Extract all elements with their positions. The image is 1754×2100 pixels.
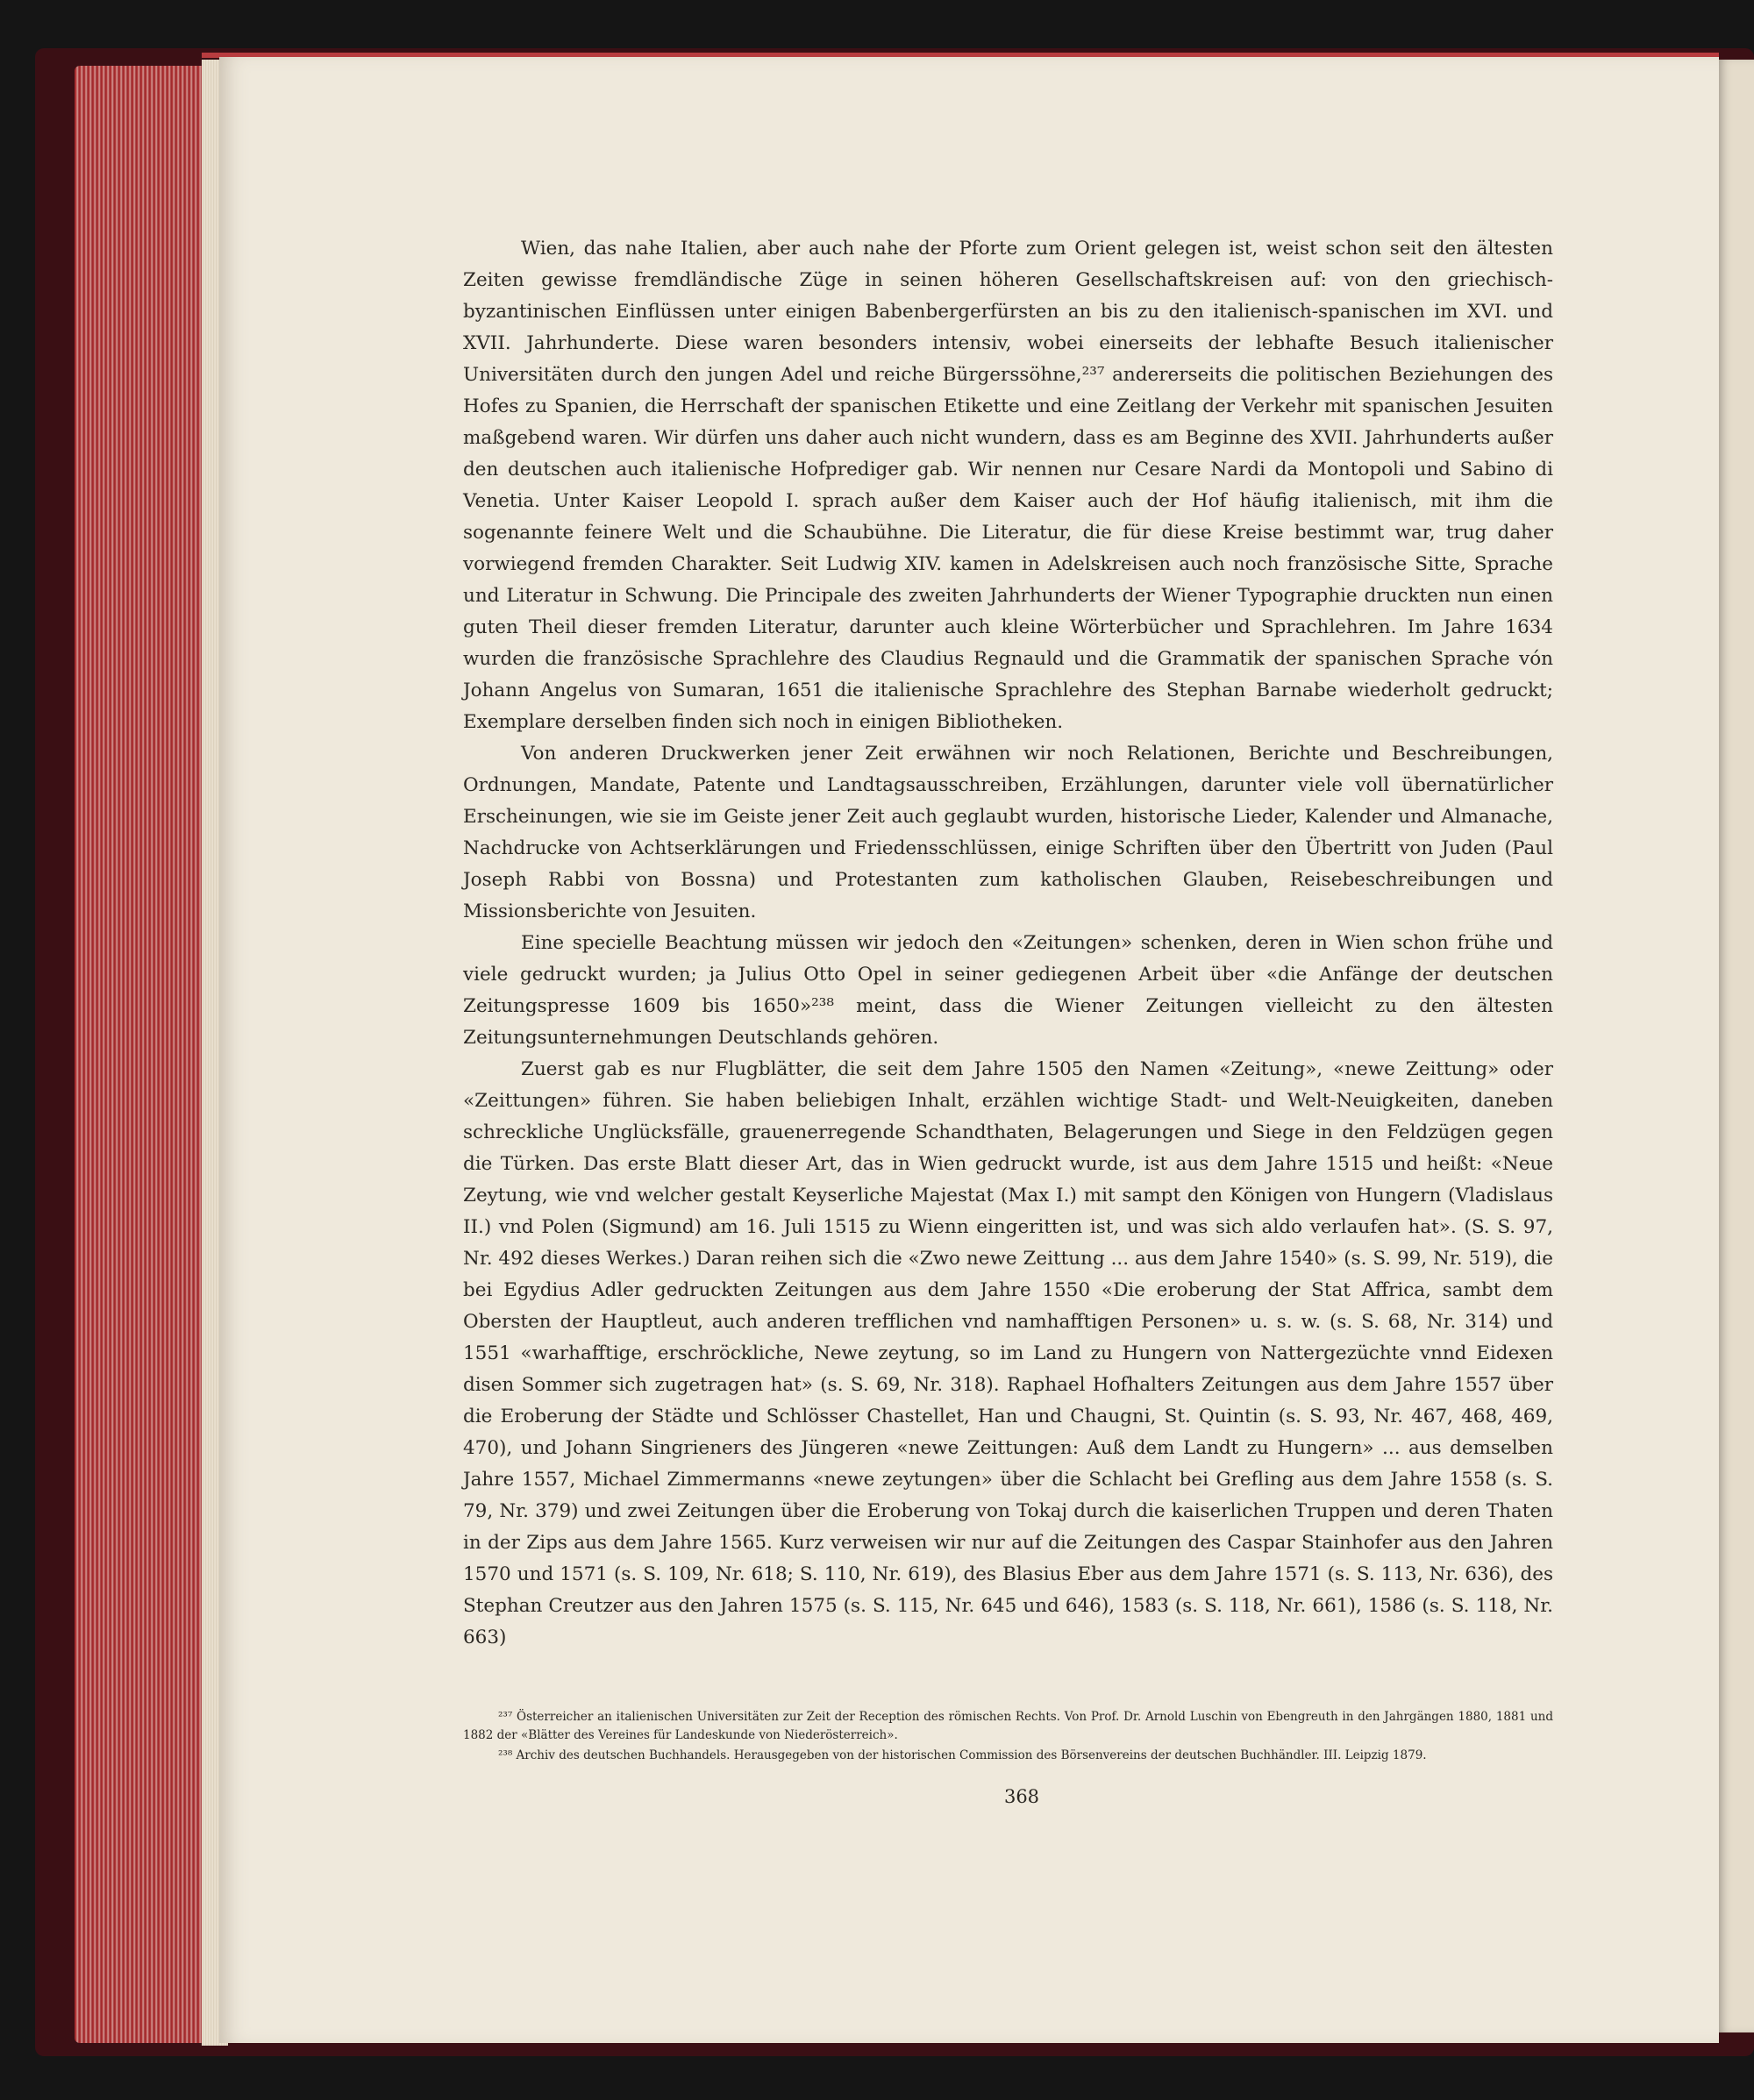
body-text xyxy=(463,233,1553,1654)
page-number: 368 xyxy=(1003,1786,1040,1807)
paragraph: Eine specielle Beachtung müssen wir jedoch den «Zeitungen» schenken, deren in Wien schon frühe und viele gedruckt wurden; ja Julius Otto Opel in seiner gediegenen Arbeit über «die Anfänge der deutschen Zeitungspresse 1609 bis 1650»²³⁸ meint, dass die Wiener Zeitungen vielleicht zu den ältesten Zeitungsunternehmungen Deutschlands gehören. xyxy=(463,932,1553,1049)
footnote: ²³⁷ Österreicher an italienischen Universitäten zur Zeit der Reception des römischen Rechts. Von Prof. Dr. Arnold Luschin von Ebengreuth in den Jahrgängen 1880, 1881 und 1882 der «Blätter des Vereines für Landeskunde von Niederösterreich». xyxy=(463,1710,1553,1742)
paragraph: Von anderen Druckwerken jener Zeit erwähnen wir noch Relationen, Berichte und Beschreibungen, Ordnungen, Mandate, Patente und Landtagsausschreiben, Erzählungen, darunter viele voll übernatürlicher Erscheinungen, wie sie im Geiste jener Zeit auch geglaubt wurden, historische Lieder, Kalender und Almanache, Nachdrucke von Achtserklärungen und Friedensschlüssen, einige Schriften über den Übertritt von Juden (Paul Joseph Rabbi von Bossna) und Protestanten zum katholischen Glauben, Reisebeschreibungen und Missionsberichte von Jesuiten. xyxy=(463,743,1553,922)
footnote: ²³⁸ Archiv des deutschen Buchhandels. Herausgegeben von der historischen Commission des Börsenvereins der deutschen Buchhändler. III. Leipzig 1879. xyxy=(498,1748,1427,1762)
next-page-edge xyxy=(1717,60,1754,2032)
paragraph: Wien, das nahe Italien, aber auch nahe der Pforte zum Orient gelegen ist, weist schon seit den ältesten Zeiten gewisse fremdländische Züge in seinen höheren Gesellschaftskreisen auf: von den griechisch-byzantinischen Einflüssen unter einigen Babenbergerfürsten an bis zu den italienisch-spanischen im XVI. und XVII. Jahrhunderte. Diese waren besonders intensiv, wobei einerseits der lebhafte Besuch italienischer Universitäten durch den jungen Adel und reiche Bürgerssöhne,²³⁷ andererseits die politischen Beziehungen des Hofes zu Spanien, die Herrschaft der spanischen Etikette und eine Zeitlang der Verkehr mit spanischen Jesuiten maßgebend waren. Wir dürfen uns daher auch nicht wundern, dass es am Beginne des XVII. Jahrhunderts außer den deutschen auch italienische Hofprediger gab. Wir nennen nur Cesare Nardi da Montopoli und Sabino di Venetia. Unter Kaiser Leopold I. sprach außer dem Kaiser auch der Hof häufig italienisch, mit ihm die sogenannte feinere Welt und die Schaubühne. Die Literatur, die für diese Kreise bestimmt war, trug daher vorwiegend fremden Charakter. Seit Ludwig XIV. kamen in Adelskreisen auch noch französische Sitte, Sprache und Literatur in Schwung. Die Principale des zweiten Jahrhunderts der Wiener Typographie druckten nun einen guten Theil dieser fremden Literatur, darunter auch kleine Wörterbücher und Sprachlehren. Im Jahre 1634 wurden die französische Sprachlehre des Claudius Regnauld und die Grammatik der spanischen Sprache vón Johann Angelus von Sumaran, 1651 die italienische Sprachlehre des Stephan Barnabe wiederholt gedruckt; Exemplare derselben finden sich noch in einigen Bibliotheken. xyxy=(463,238,1553,733)
footnotes xyxy=(463,1708,1553,1767)
paragraph: Zuerst gab es nur Flugblätter, die seit dem Jahre 1505 den Namen «Zeitung», «newe Zeittung» oder «Zeittungen» führen. Sie haben beliebigen Inhalt, erzählen wichtige Stadt- und Welt-Neuigkeiten, daneben schreckliche Unglücksfälle, grauenerregende Schandthaten, Belagerungen und Siege in den Feldzügen gegen die Türken. Das erste Blatt dieser Art, das in Wien gedruckt wurde, ist aus dem Jahre 1515 und heißt: «Neue Zeytung, wie vnd welcher gestalt Keyserliche Majestat (Max I.) mit sampt den Königen von Hungern (Vladislaus II.) vnd Polen (Sigmund) am 16. Juli 1515 zu Wienn eingeritten ist, und was sich aldo verlaufen hat». (S. S. 97, Nr. 492 dieses Werkes.) Daran reihen sich die «Zwo newe Zeittung ... aus dem Jahre 1540» (s. S. 99, Nr. 519), die bei Egydius Adler gedruckten Zeitungen aus dem Jahre 1550 «Die eroberung der Stat Affrica, sambt dem Obersten der Hauptleut, auch anderen trefflichen vnd namhafftigen Personen» u. s. w. (s. S. 68, Nr. 314) und 1551 «warhafftige, erschröckliche, Newe zeytung, so im Land zu Hungern von Nattergezüchte vnnd Eidexen disen Sommer sich zugetragen hat» (s. S. 69, Nr. 318). Raphael Hofhalters Zeitungen aus dem Jahre 1557 über die Eroberung der Städte und Schlösser Chastellet, Han und Chaugni, St. Quintin (s. S. 93, Nr. 467, 468, 469, 470), und Johann Singrieners des Jüngeren «newe Zeittungen: Auß dem Landt zu Hungern» ... aus demselben Jahre 1557, Michael Zimmermanns «newe zeytungen» über die Schlacht bei Grefling aus dem Jahre 1558 (s. S. 79, Nr. 379) und zwei Zeitungen über die Eroberung von Tokaj durch die kaiserlichen Truppen und deren Thaten in der Zips aus dem Jahre 1565. Kurz verweisen wir nur auf die Zeitungen des Caspar Stainhofer aus den Jahren 1570 und 1571 (s. S. 109, Nr. 618; S. 110, Nr. 619), des Blasius Eber aus dem Jahre 1571 (s. S. 113, Nr. 636), des Stephan Creutzer aus den Jahren 1575 (s. S. 115, Nr. 645 und 646), 1583 (s. S. 118, Nr. 661), 1586 (s. S. 118, Nr. 663) xyxy=(463,1058,1553,1648)
